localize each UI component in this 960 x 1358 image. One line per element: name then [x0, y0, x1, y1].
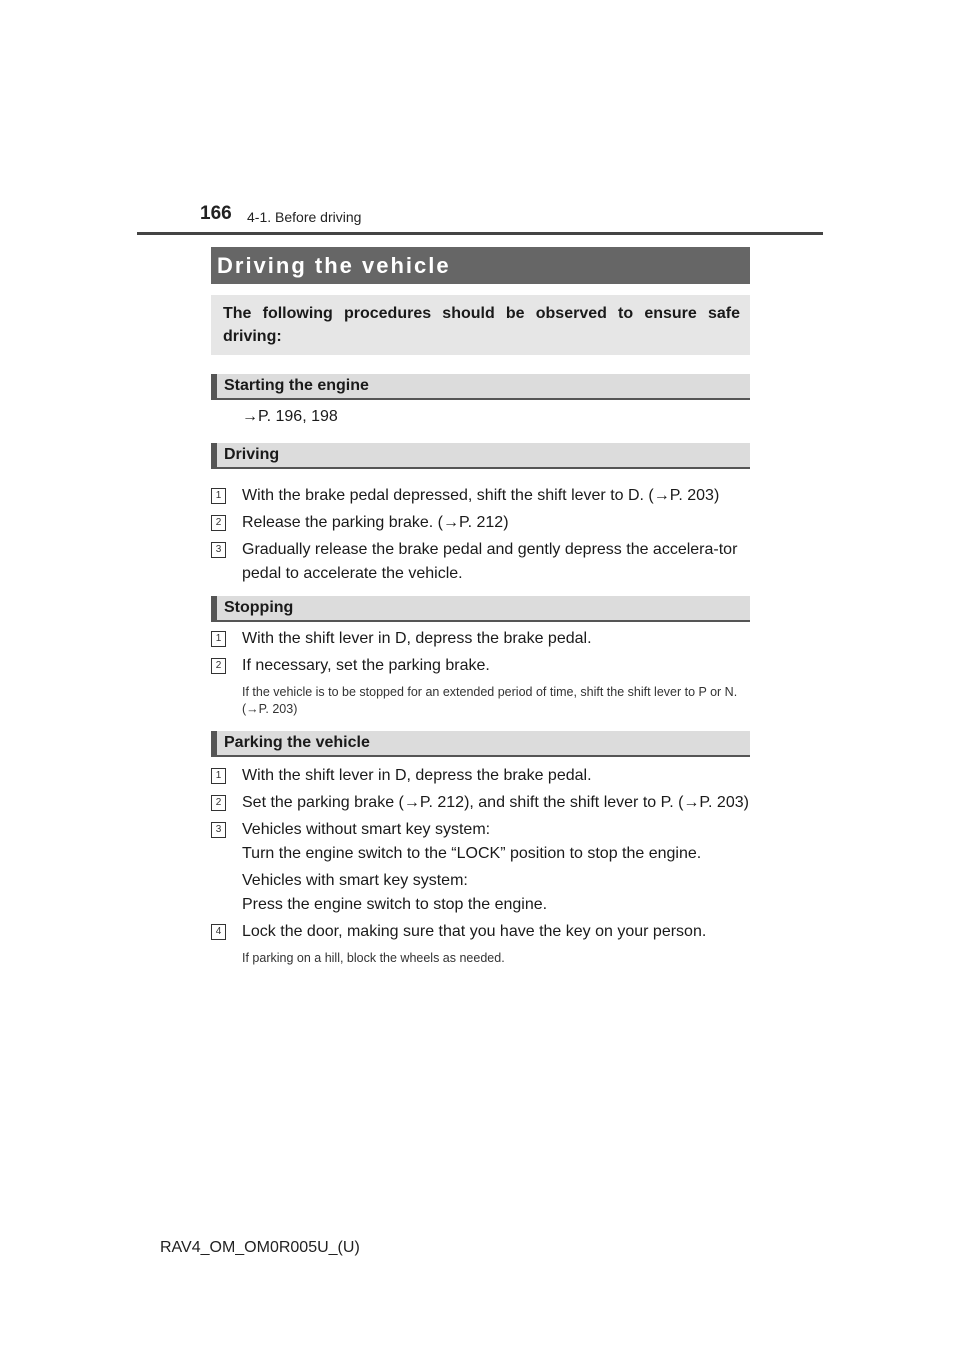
step-text: Set the parking brake (→P. 212), and shift the shift lever to P. (→P. 203): [242, 794, 749, 811]
driving-step: [211, 511, 750, 535]
step-number-badge: 3: [211, 822, 226, 838]
smart-key-line: Press the engine switch to stop the engine.: [242, 896, 548, 913]
stopping-note: If the vehicle is to be stopped for an extended period of time, shift the shift lever to P or N. (→P. 203): [242, 685, 738, 716]
step-text: Lock the door, making sure that you have the key on your person.: [242, 923, 707, 940]
stopping-step: [211, 627, 750, 651]
page-title: Driving the vehicle: [211, 247, 750, 284]
step-number-badge: 1: [211, 631, 226, 647]
step-text: Release the parking brake. (→P. 212): [242, 514, 509, 531]
parking-step: [211, 764, 750, 788]
step-text-line: Turn the engine switch to the “LOCK” position to stop the engine.: [242, 845, 702, 862]
page-number: 166: [200, 203, 232, 224]
heading-starting-engine: Starting the engine: [211, 374, 750, 400]
step-text: With the brake pedal depressed, shift the shift lever to D. (→P. 203): [242, 487, 720, 504]
header-rule: [137, 232, 823, 235]
stopping-step: [211, 654, 750, 678]
driving-step: [211, 484, 750, 508]
heading-parking-vehicle: Parking the vehicle: [211, 731, 750, 757]
page-content: [211, 247, 750, 967]
section-reference: 4-1. Before driving: [247, 209, 362, 225]
step-number-badge: 2: [211, 795, 226, 811]
step-number-badge: 4: [211, 924, 226, 940]
step-text: Gradually release the brake pedal and gently depress the accelera-tor pedal to accelerate the vehicle.: [242, 541, 738, 582]
heading-stopping: Stopping: [211, 596, 750, 622]
step-number-badge: 2: [211, 658, 226, 674]
driving-steps: [211, 484, 750, 586]
step-number-badge: 2: [211, 515, 226, 531]
step-text: With the shift lever in D, depress the brake pedal.: [242, 767, 592, 784]
heading-driving: Driving: [211, 443, 750, 469]
step-number-badge: 1: [211, 488, 226, 504]
step-number-badge: 3: [211, 542, 226, 558]
driving-step: [211, 538, 750, 586]
intro-box: The following procedures should be observed to ensure safe driving:: [211, 295, 750, 355]
smart-key-line: Vehicles with smart key system:: [242, 872, 468, 889]
parking-step: [211, 791, 750, 815]
parking-step: [211, 920, 750, 944]
parking-steps: [211, 764, 750, 967]
starting-engine-reference: →P. 196, 198: [242, 408, 338, 425]
step-text: With the shift lever in D, depress the brake pedal.: [242, 630, 592, 647]
parking-step: [211, 818, 750, 866]
step-number-badge: 1: [211, 768, 226, 784]
stopping-steps: [211, 627, 750, 718]
parking-note: If parking on a hill, block the wheels as needed.: [242, 951, 505, 965]
step-text: If necessary, set the parking brake.: [242, 657, 490, 674]
step-text-line: Vehicles without smart key system:: [242, 821, 491, 838]
document-code: RAV4_OM_OM0R005U_(U): [160, 1239, 360, 1256]
